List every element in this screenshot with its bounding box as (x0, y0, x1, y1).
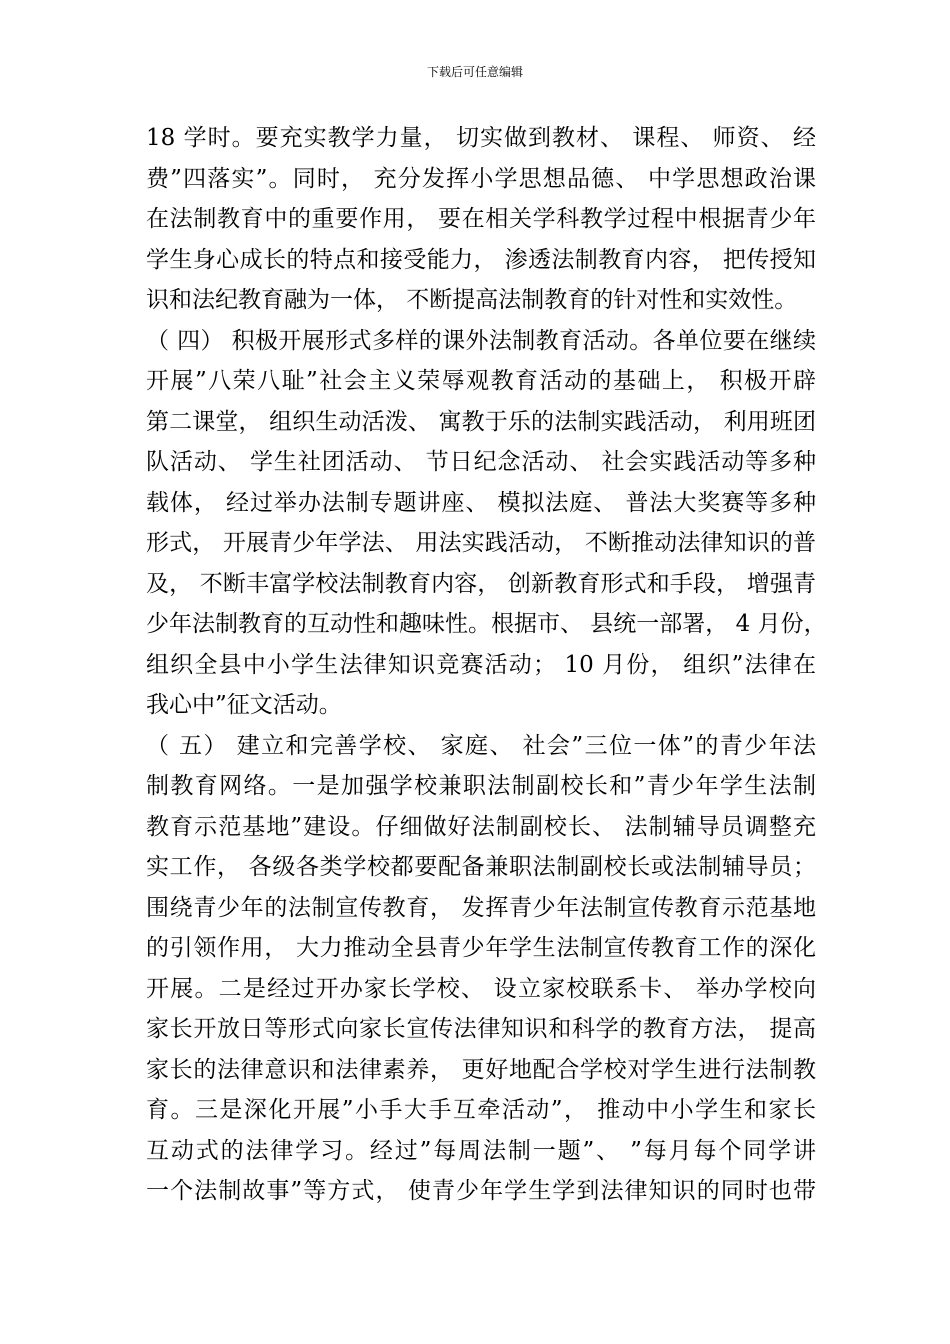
text-line: 家长的法律意识和法律素养， 更好地配合学校对学生进行法制教 (146, 1056, 816, 1083)
text-line: 开展。二是经过开办家长学校、 设立家校联系卡、 举办学校向 (146, 975, 816, 1002)
text-line: 识和法纪教育融为一体， 不断提高法制教育的针对性和实效性。 (146, 287, 798, 313)
text-line: 一个法制故事”等方式， 使青少年学生学到法律知识的同时也带 (146, 1178, 816, 1204)
page-header: 下载后可任意编辑 (426, 65, 523, 79)
text-line: 制教育网络。一是加强学校兼职法制副校长和”青少年学生法制 (146, 773, 816, 799)
text-line: 我心中”征文活动。 (146, 692, 342, 718)
text-line: 18 学时。要充实教学力量， 切实做到教材、 课程、 师资、 经 (146, 125, 816, 151)
document-body (146, 118, 827, 1212)
text-line: 组织全县中小学生法律知识竞赛活动； 10 月份， 组织”法律在 (146, 651, 816, 678)
text-line: 家长开放日等形式向家长宣传法律知识和科学的教育方法， 提高 (146, 1016, 816, 1042)
text-line: 费”四落实”。同时， 充分发挥小学思想品德、 中学思想政治课 (146, 165, 816, 192)
text-line: 的引领作用， 大力推动全县青少年学生法制宣传教育工作的深化 (146, 935, 816, 961)
text-line: 围绕青少年的法制宣传教育， 发挥青少年法制宣传教育示范基地 (146, 894, 816, 921)
text-line: 形式， 开展青少年学法、 用法实践活动， 不断推动法律知识的普 (146, 530, 816, 556)
text-line: 少年法制教育的互动性和趣味性。根据市、 县统一部署， 4 月份， (146, 611, 827, 637)
text-line: 及， 不断丰富学校法制教育内容， 创新教育形式和手段， 增强青 (146, 570, 816, 597)
text-line: 育。三是深化开展”小手大手互牵活动”， 推动中小学生和家长 (146, 1097, 816, 1123)
section-heading-line: （ 四） 积极开展形式多样的课外法制教育活动。各单位要在继续 (146, 327, 816, 354)
text-line: 学生身心成长的特点和接受能力， 渗透法制教育内容， 把传授知 (146, 246, 816, 273)
text-line: 载体， 经过举办法制专题讲座、 模拟法庭、 普法大奖赛等多种 (146, 489, 816, 516)
text-line: 队活动、 学生社团活动、 节日纪念活动、 社会实践活动等多种 (146, 449, 816, 475)
text-line: 开展”八荣八耻”社会主义荣辱观教育活动的基础上， 积极开辟 (146, 368, 816, 394)
text-line: 教育示范基地”建设。仔细做好法制副校长、 法制辅导员调整充 (146, 813, 816, 840)
text-line: 在法制教育中的重要作用， 要在相关学科教学过程中根据青少年 (146, 206, 816, 232)
text-line: 实工作， 各级各类学校都要配备兼职法制副校长或法制辅导员； (146, 854, 816, 880)
text-line: 第二课堂， 组织生动活泼、 寓教于乐的法制实践活动， 利用班团 (146, 408, 816, 435)
text-line: 互动式的法律学习。经过”每周法制一题”、 ”每月每个同学讲 (146, 1137, 816, 1164)
section-heading-line: （ 五） 建立和完善学校、 家庭、 社会”三位一体”的青少年法 (146, 732, 816, 759)
